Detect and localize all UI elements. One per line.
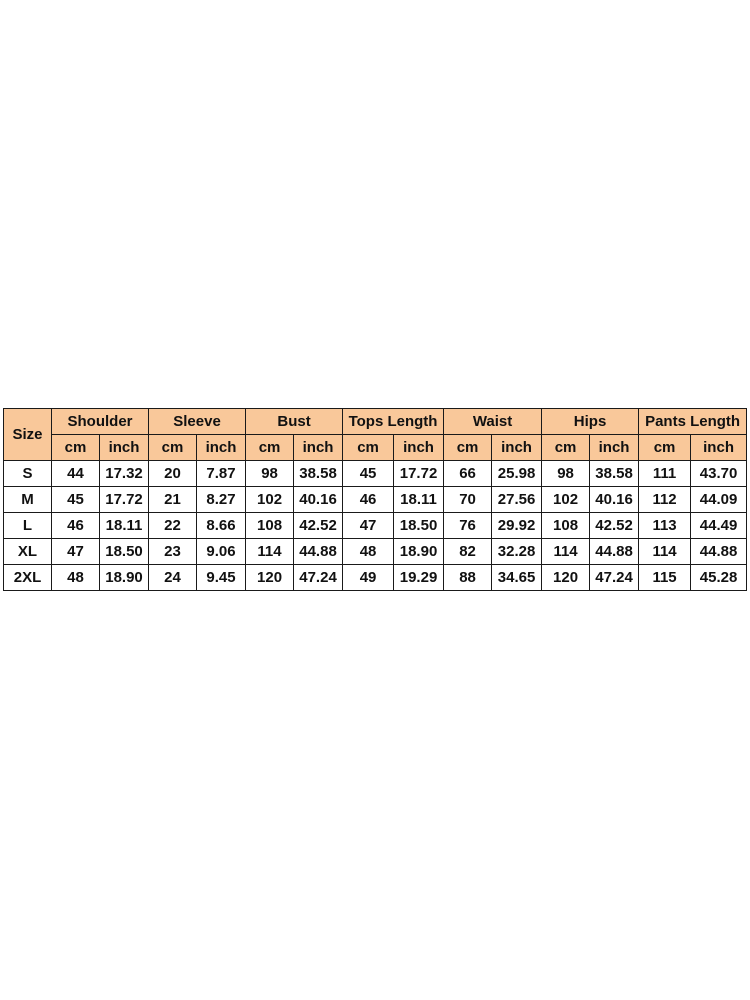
size-cell: 2XL [4, 565, 52, 591]
table-cell: 82 [444, 539, 492, 565]
table-cell: 48 [52, 565, 100, 591]
table-cell: 34.65 [492, 565, 542, 591]
unit-header-pants-length-inch: inch [691, 435, 747, 461]
table-cell: 46 [343, 487, 394, 513]
table-cell: 108 [542, 513, 590, 539]
table-cell: 17.72 [394, 461, 444, 487]
table-cell: 120 [542, 565, 590, 591]
size-cell: L [4, 513, 52, 539]
table-cell: 47.24 [590, 565, 639, 591]
table-cell: 18.50 [394, 513, 444, 539]
table-body [4, 461, 747, 591]
unit-header-sleeve-cm: cm [149, 435, 197, 461]
table-cell: 102 [542, 487, 590, 513]
table-cell: 24 [149, 565, 197, 591]
size-chart-table [3, 408, 747, 591]
table-cell: 44 [52, 461, 100, 487]
table-cell: 9.45 [197, 565, 246, 591]
unit-row [4, 435, 747, 461]
table-cell: 38.58 [294, 461, 343, 487]
table-row [4, 565, 747, 591]
table-cell: 18.11 [394, 487, 444, 513]
table-header [4, 409, 747, 461]
table-cell: 45.28 [691, 565, 747, 591]
table-cell: 44.88 [691, 539, 747, 565]
table-cell: 27.56 [492, 487, 542, 513]
table-cell: 44.09 [691, 487, 747, 513]
table-cell: 17.72 [100, 487, 149, 513]
table-cell: 66 [444, 461, 492, 487]
size-cell: S [4, 461, 52, 487]
table-cell: 108 [246, 513, 294, 539]
table-cell: 47.24 [294, 565, 343, 591]
table-cell: 46 [52, 513, 100, 539]
table-cell: 32.28 [492, 539, 542, 565]
table-cell: 113 [639, 513, 691, 539]
table-cell: 114 [639, 539, 691, 565]
group-header-tops-length: Tops Length [343, 409, 444, 435]
table-cell: 44.49 [691, 513, 747, 539]
table-cell: 49 [343, 565, 394, 591]
table-cell: 47 [343, 513, 394, 539]
table-cell: 17.32 [100, 461, 149, 487]
table-row [4, 461, 747, 487]
table-cell: 45 [52, 487, 100, 513]
table-cell: 8.66 [197, 513, 246, 539]
table-cell: 9.06 [197, 539, 246, 565]
table-cell: 112 [639, 487, 691, 513]
unit-header-waist-inch: inch [492, 435, 542, 461]
table-cell: 44.88 [590, 539, 639, 565]
table-cell: 42.52 [590, 513, 639, 539]
table-cell: 18.50 [100, 539, 149, 565]
table-cell: 8.27 [197, 487, 246, 513]
measurement-group-row [4, 409, 747, 435]
table-cell: 47 [52, 539, 100, 565]
table-cell: 29.92 [492, 513, 542, 539]
group-header-shoulder: Shoulder [52, 409, 149, 435]
table-cell: 18.90 [100, 565, 149, 591]
table-cell: 42.52 [294, 513, 343, 539]
group-header-sleeve: Sleeve [149, 409, 246, 435]
group-header-bust: Bust [246, 409, 343, 435]
unit-header-tops-length-inch: inch [394, 435, 444, 461]
table-row [4, 487, 747, 513]
unit-header-sleeve-inch: inch [197, 435, 246, 461]
table-cell: 70 [444, 487, 492, 513]
group-header-hips: Hips [542, 409, 639, 435]
table-cell: 120 [246, 565, 294, 591]
unit-header-hips-cm: cm [542, 435, 590, 461]
table-cell: 19.29 [394, 565, 444, 591]
table-cell: 43.70 [691, 461, 747, 487]
table-cell: 98 [542, 461, 590, 487]
table-cell: 20 [149, 461, 197, 487]
unit-header-pants-length-cm: cm [639, 435, 691, 461]
unit-header-hips-inch: inch [590, 435, 639, 461]
table-cell: 48 [343, 539, 394, 565]
table-cell: 18.90 [394, 539, 444, 565]
size-cell: XL [4, 539, 52, 565]
table-cell: 76 [444, 513, 492, 539]
table-cell: 38.58 [590, 461, 639, 487]
table-cell: 40.16 [590, 487, 639, 513]
table-cell: 7.87 [197, 461, 246, 487]
table-cell: 23 [149, 539, 197, 565]
unit-header-bust-inch: inch [294, 435, 343, 461]
table-row [4, 513, 747, 539]
table-cell: 22 [149, 513, 197, 539]
table-row [4, 539, 747, 565]
table-cell: 102 [246, 487, 294, 513]
table-cell: 114 [542, 539, 590, 565]
table-cell: 44.88 [294, 539, 343, 565]
table-cell: 115 [639, 565, 691, 591]
table-cell: 45 [343, 461, 394, 487]
unit-header-bust-cm: cm [246, 435, 294, 461]
table-cell: 21 [149, 487, 197, 513]
table-cell: 114 [246, 539, 294, 565]
size-cell: M [4, 487, 52, 513]
unit-header-shoulder-cm: cm [52, 435, 100, 461]
group-header-waist: Waist [444, 409, 542, 435]
unit-header-waist-cm: cm [444, 435, 492, 461]
unit-header-tops-length-cm: cm [343, 435, 394, 461]
size-column-header: Size [4, 409, 52, 461]
group-header-pants-length: Pants Length [639, 409, 747, 435]
unit-header-shoulder-inch: inch [100, 435, 149, 461]
table-cell: 88 [444, 565, 492, 591]
table-cell: 98 [246, 461, 294, 487]
table-cell: 18.11 [100, 513, 149, 539]
table-cell: 111 [639, 461, 691, 487]
table-cell: 25.98 [492, 461, 542, 487]
table-cell: 40.16 [294, 487, 343, 513]
